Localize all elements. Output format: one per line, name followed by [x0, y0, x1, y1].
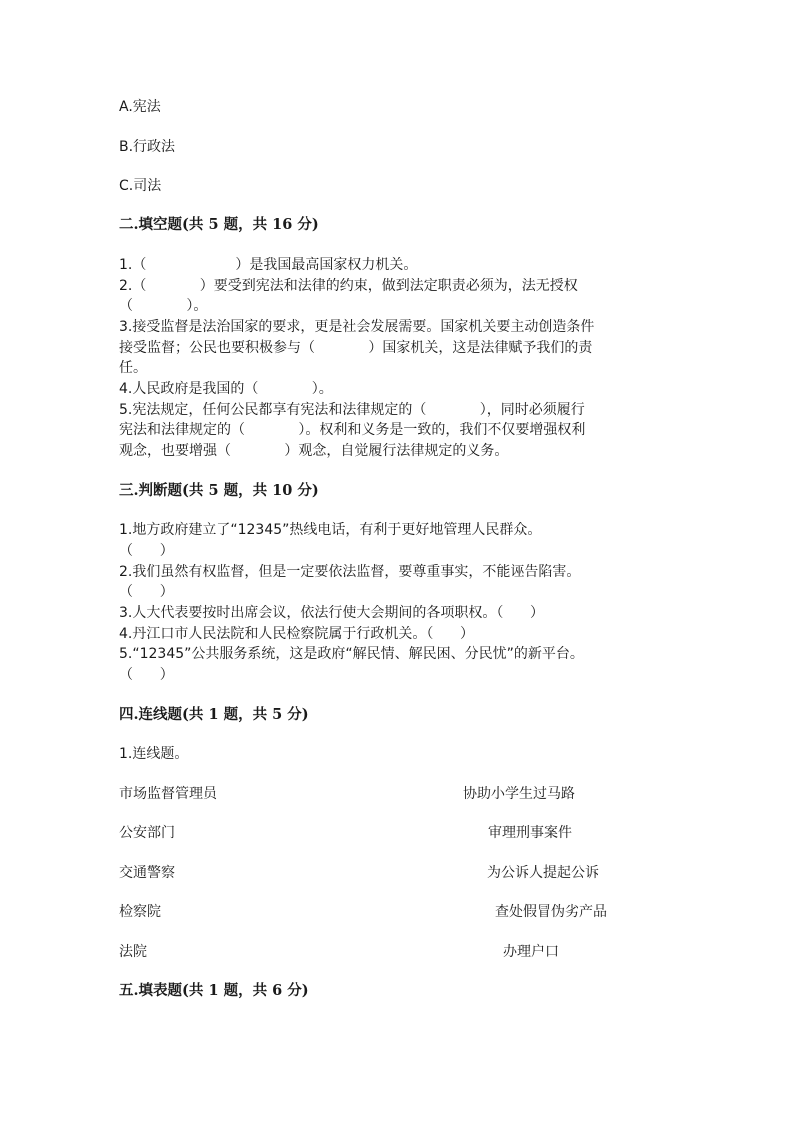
match-right-item: 办理户口 [503, 944, 559, 960]
fill-q3-line3: 任。 [119, 360, 147, 376]
fill-q3-line2: 接受监督；公民也要积极参与（ ）国家机关，这是法律赋予我们的责 [119, 340, 593, 356]
judge-q3: 3.人大代表要按时出席会议，依法行使大会期间的各项职权。（ ） [119, 605, 545, 621]
match-left-item: 市场监督管理员 [119, 786, 217, 802]
judge-q2-line1: 2.我们虽然有权监督，但是一定要依法监督，要尊重事实，不能诬告陷害。 [119, 564, 581, 580]
section-4-title: 四.连线题(共 1 题，共 5 分) [119, 706, 309, 723]
fill-q3-line1: 3.接受监督是法治国家的要求，更是社会发展需要。国家机关要主动创造条件 [119, 319, 595, 335]
judge-q5-line1: 5.“12345”公共服务系统，这是政府“解民情、解民困、分民忧”的新平台。 [119, 646, 584, 662]
match-right-item: 为公诉人提起公诉 [487, 865, 599, 881]
match-right-item: 协助小学生过马路 [463, 786, 575, 802]
section-2-title: 二.填空题(共 5 题，共 16 分) [119, 216, 319, 233]
match-q1: 1.连线题。 [119, 746, 189, 762]
match-left-item: 检察院 [119, 904, 161, 920]
match-left-item: 交通警察 [119, 865, 175, 881]
fill-q4: 4.人民政府是我国的（ ）。 [119, 381, 333, 397]
fill-q2-line1: 2.（ ）要受到宪法和法律的约束，做到法定职责必须为，法无授权 [119, 278, 578, 294]
fill-q1: 1.（ ）是我国最高国家权力机关。 [119, 257, 418, 273]
section-5-title: 五.填表题(共 1 题，共 6 分) [119, 982, 309, 999]
fill-q2-line2: （ ）。 [119, 298, 208, 314]
judge-q4: 4.丹江口市人民法院和人民检察院属于行政机关。（ ） [119, 626, 475, 642]
judge-q1-line2: （ ） [119, 543, 174, 559]
match-left-item: 公安部门 [119, 825, 175, 841]
option-a: A.宪法 [119, 99, 161, 115]
fill-q5-line1: 5.宪法规定，任何公民都享有宪法和法律规定的（ ），同时必须履行 [119, 402, 585, 418]
fill-q5-line3: 观念，也要增强（ ）观念，自觉履行法律规定的义务。 [119, 443, 509, 459]
judge-q2-line2: （ ） [119, 584, 174, 600]
fill-q5-line2: 宪法和法律规定的（ ）。权利和义务是一致的，我们不仅要增强权利 [119, 422, 586, 438]
judge-q1-line1: 1.地方政府建立了“12345”热线电话，有利于更好地管理人民群众。 [119, 522, 542, 538]
match-right-item: 查处假冒伪劣产品 [495, 904, 607, 920]
judge-q5-line2: （ ） [119, 667, 174, 683]
match-left-item: 法院 [119, 944, 147, 960]
match-right-item: 审理刑事案件 [488, 825, 572, 841]
option-b: B.行政法 [119, 139, 176, 155]
section-3-title: 三.判断题(共 5 题，共 10 分) [119, 482, 319, 499]
option-c: C.司法 [119, 178, 162, 194]
